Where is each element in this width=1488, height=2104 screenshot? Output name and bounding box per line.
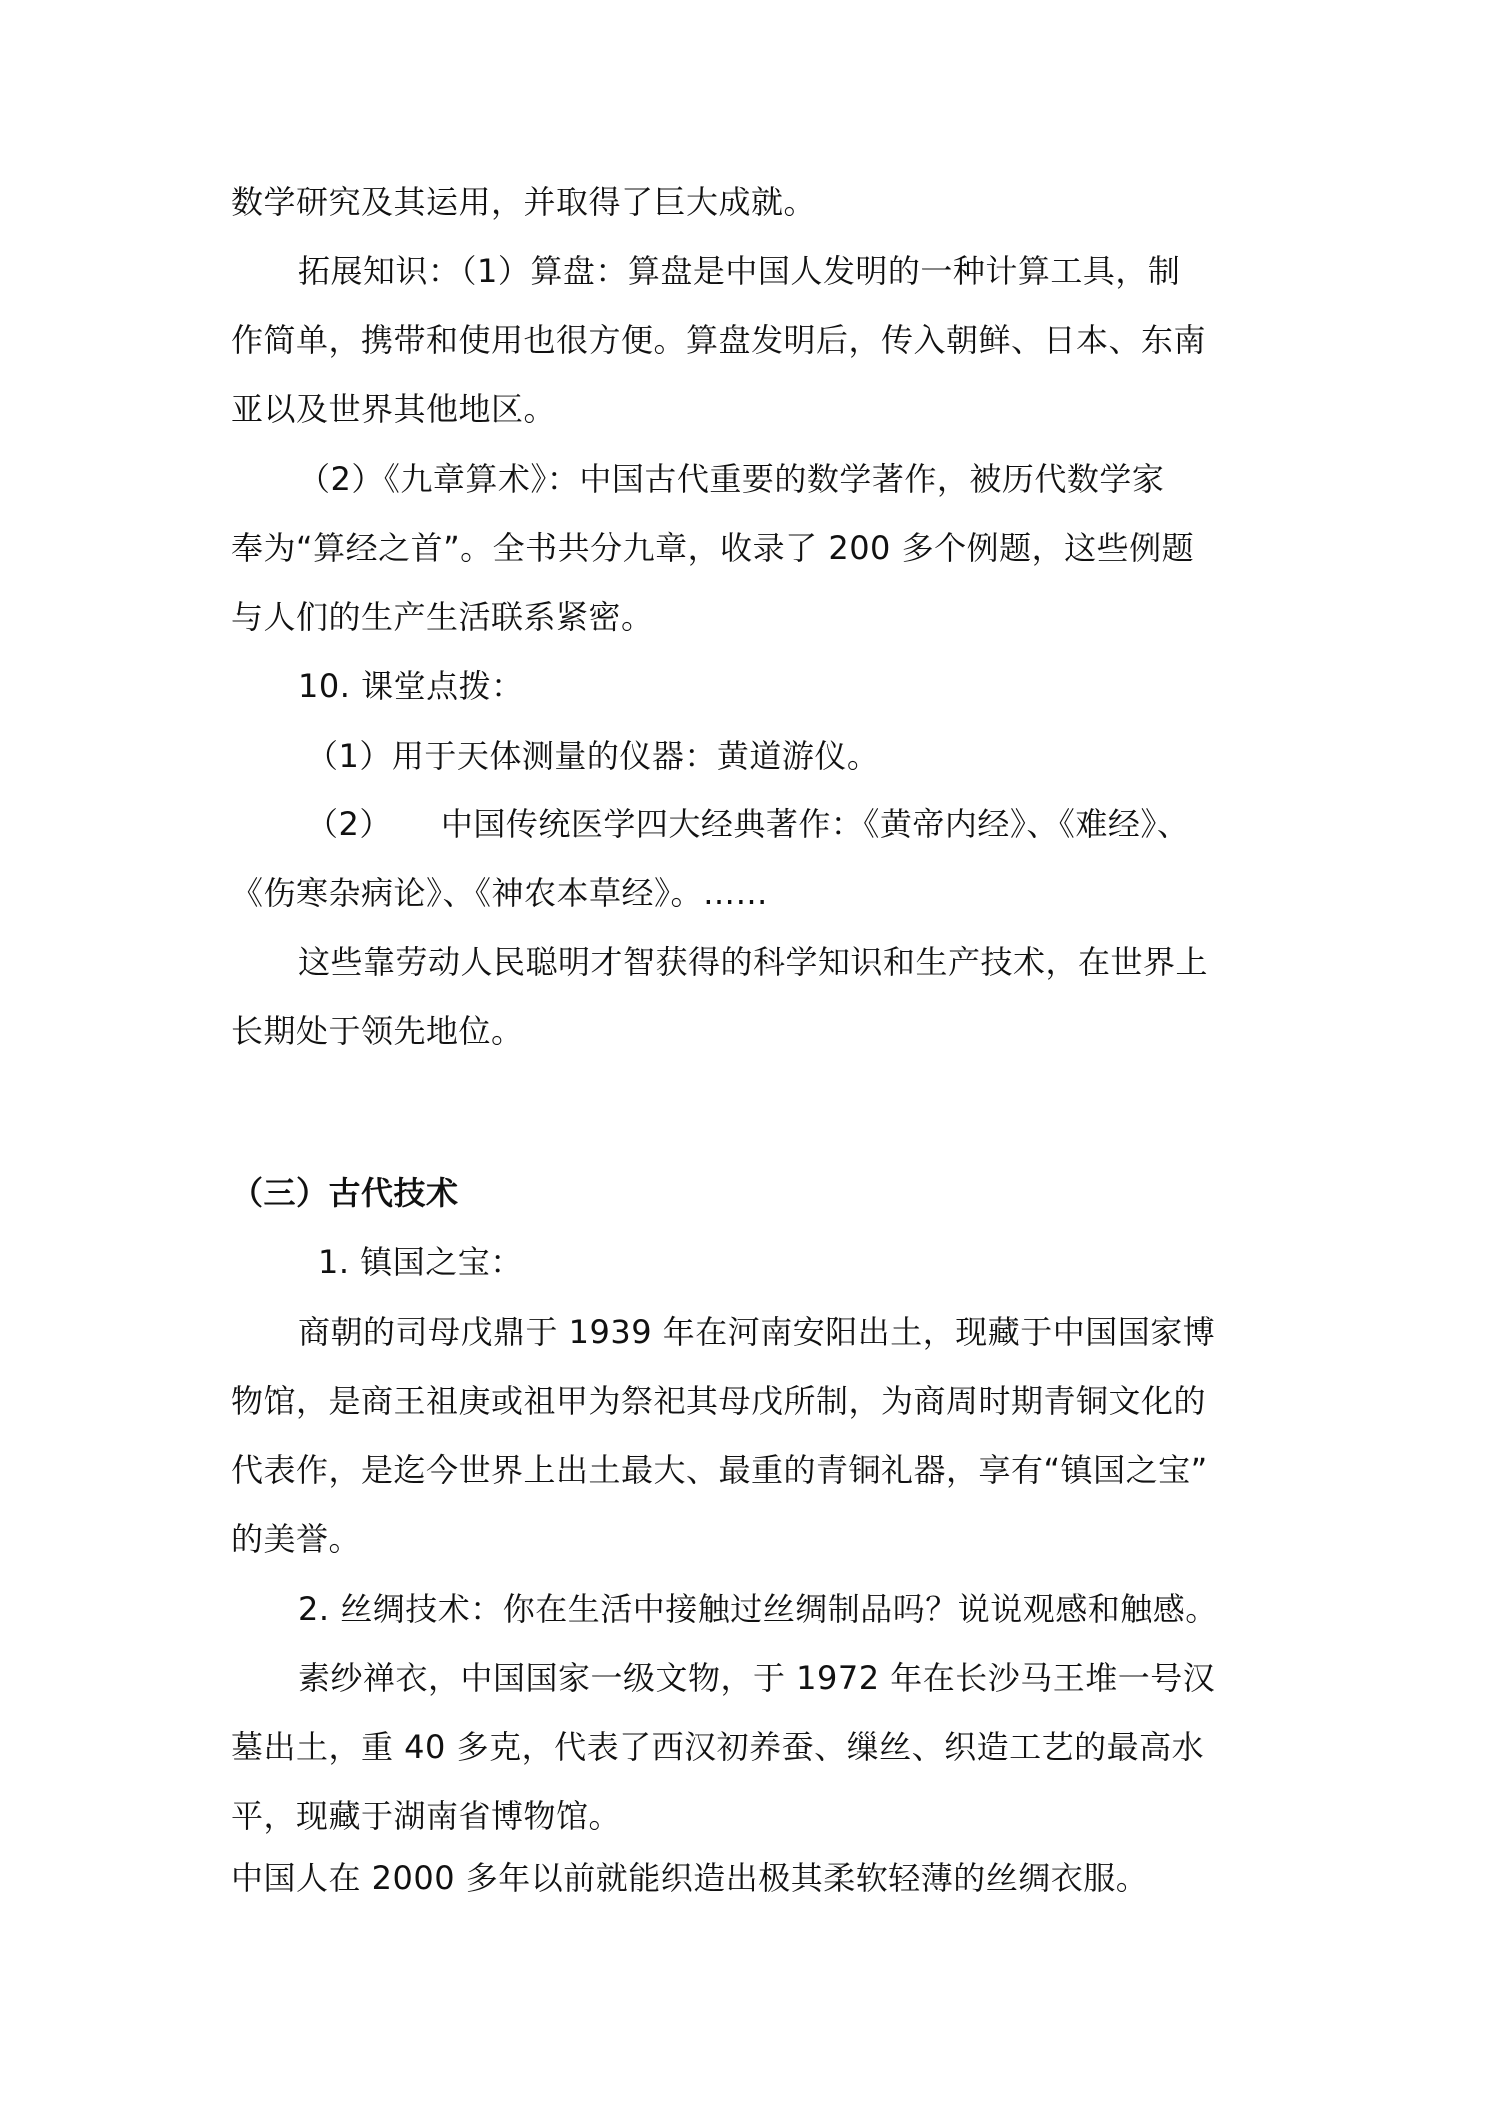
paragraph-line: 作简单，携带和使用也很方便。算盘发明后，传入朝鲜、日本、东南 — [231, 321, 1207, 359]
paragraph-line: 商朝的司母戊鼎于 1939 年在河南安阳出土，现藏于中国国家博 — [298, 1313, 1216, 1351]
section-heading: （三）古代技术 — [231, 1174, 459, 1212]
paragraph-line: 素纱禅衣，中国国家一级文物，于 1972 年在长沙马王堆一号汉 — [298, 1659, 1216, 1697]
paragraph-line: （2） 中国传统医学四大经典著作：《黄帝内经》、《难经》、 — [306, 805, 1190, 843]
paragraph-line: 代表作，是迄今世界上出土最大、最重的青铜礼器，享有“镇国之宝” — [231, 1451, 1208, 1489]
subsection-heading: 2. 丝绸技术：你在生活中接触过丝绸制品吗？说说观感和触感。 — [298, 1590, 1218, 1628]
paragraph-line: 奉为“算经之首”。全书共分九章，收录了 200 多个例题，这些例题 — [231, 529, 1195, 567]
paragraph-line: 这些靠劳动人民聪明才智获得的科学知识和生产技术，在世界上 — [298, 943, 1209, 981]
subsection-heading: 1. 镇国之宝： — [318, 1243, 523, 1281]
paragraph-line: 数学研究及其运用，并取得了巨大成就。 — [231, 183, 817, 221]
paragraph-line: 墓出土，重 40 多克，代表了西汉初养蚕、缫丝、织造工艺的最高水 — [231, 1728, 1205, 1766]
paragraph-line: （1）用于天体测量的仪器：黄道游仪。 — [306, 737, 880, 775]
paragraph-line: 与人们的生产生活联系紧密。 — [231, 598, 654, 636]
paragraph-line: 10. 课堂点拨： — [298, 667, 524, 705]
paragraph-line: 的美誉。 — [231, 1520, 362, 1558]
paragraph-line: 物馆，是商王祖庚或祖甲为祭祀其母戊所制，为商周时期青铜文化的 — [231, 1382, 1207, 1420]
paragraph-line: （2）《九章算术》：中国古代重要的数学著作，被历代数学家 — [298, 460, 1165, 498]
paragraph-line: 平，现藏于湖南省博物馆。 — [231, 1797, 622, 1835]
paragraph-line: 长期处于领先地位。 — [231, 1012, 524, 1050]
paragraph-line: 《伤寒杂病论》、《神农本草经》。…… — [231, 874, 769, 912]
paragraph-line: 拓展知识：（1）算盘：算盘是中国人发明的一种计算工具，制 — [298, 252, 1181, 290]
paragraph-line: 中国人在 2000 多年以前就能织造出极其柔软轻薄的丝绸衣服。 — [231, 1859, 1149, 1897]
paragraph-line: 亚以及世界其他地区。 — [231, 390, 557, 428]
